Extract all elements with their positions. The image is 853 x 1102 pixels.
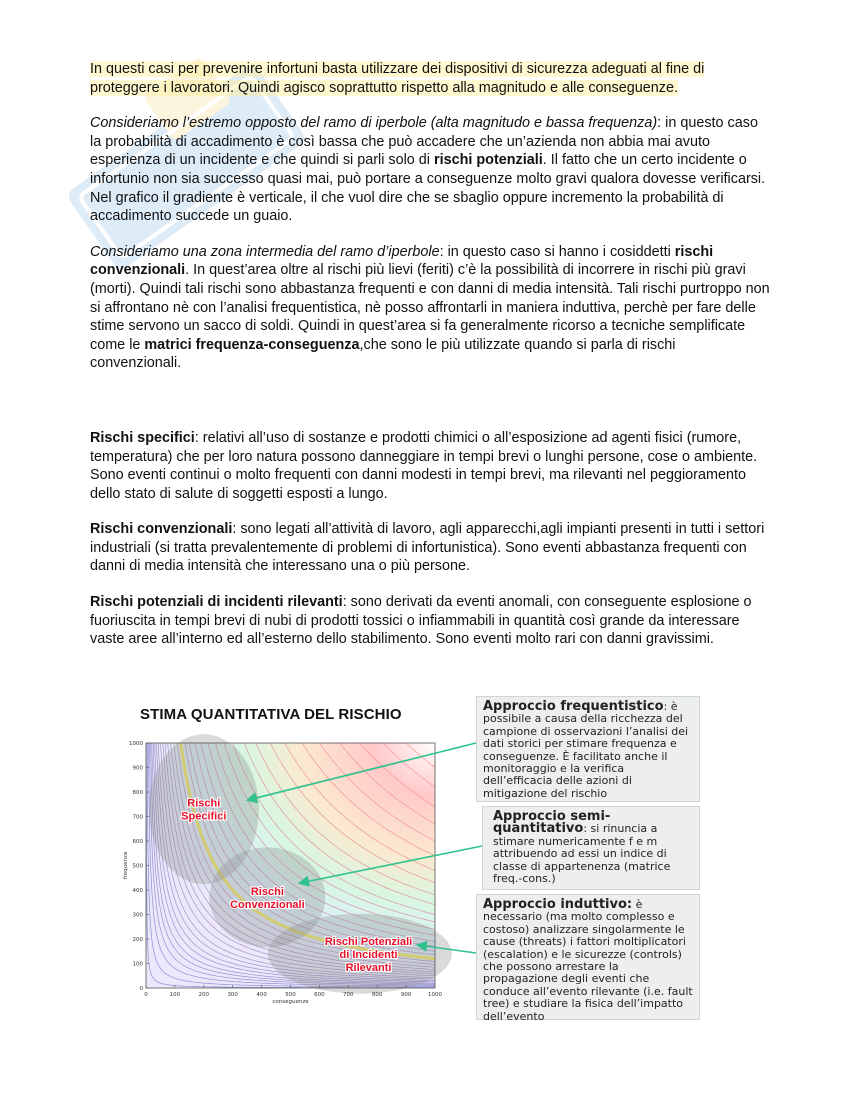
text-run: ,che sono le più utilizzate quando si parla di rischi convenzionali. [90, 336, 676, 372]
italic-phrase: Consideriamo una zona intermedia del ramo d’iperbole [90, 243, 440, 260]
y-tick-label: 600 [132, 839, 143, 845]
text-run: . Il fatto che un certo incidente o infortunio non sia successo quasi mai, può portare a conseguenze molto gravi qualora dovesse verificarsi. Nel grafico il gradiente è verticale, il che vuol dire che se sbaglio oppure incremento la probabilità di accadimento succede un guaio. [90, 152, 766, 225]
callout-text: è necessario (ma molto complesso e costoso) analizzare singolarmente le cause (threats) i fattori moltiplicatori (escalation) e le sicurezze (controls) che possono arrestare la propagazione degli eventi che conduce all’evento rilevante (i.e. fault tree) e studiare la fisica dell’impatto dell’evento [483, 898, 693, 1023]
risk-figure [118, 693, 703, 1023]
y-tick-label: 0 [139, 986, 143, 992]
y-tick-label: 200 [132, 937, 143, 943]
y-tick-label: 500 [132, 863, 143, 870]
paragraph [90, 520, 770, 576]
y-tick-label: 800 [132, 790, 143, 796]
callout-semi-quantitative [482, 806, 700, 890]
text-run: : relativi all’uso di sostanze e prodotti chimici o all’esposizione ad agenti fisici (rumore, temperatura) che per loro natura possono danneggiare in tempi brevi o lunghi persone, cose o ambiente. Sono eventi continui o molto frequenti con danni modesti in tempi brevi, ma rilevanti nel peggioramento dello stato di salute di soggetti esposti a lungo. [90, 429, 758, 502]
x-tick-label: 500 [285, 992, 296, 998]
bold-term: rischi potenziali [434, 152, 543, 169]
label-major-accident-risk-line: di Incidenti [339, 949, 398, 962]
x-tick-label: 800 [371, 992, 383, 998]
paragraph [90, 60, 770, 97]
y-tick-label: 300 [132, 912, 143, 919]
text-run: : sono legati all’attività di lavoro, agli apparecchi,agli impianti presenti in tutti i settori industriali (si tratta prevalentemente di problemi di infortunistica). Sono eventi abbastanza frequenti con danni di media intensità che interessano una o più persone. [90, 521, 765, 575]
label-conventional-risk-line: Rischi [250, 885, 284, 898]
label-major-accident-risk-line: Rischi Potenziali [324, 936, 413, 949]
callout-frequentist [476, 696, 700, 802]
callout-inductive [476, 894, 700, 1023]
chart-title: STIMA QUANTITATIVA DEL RISCHIO [140, 706, 402, 723]
x-tick-label: 100 [169, 992, 181, 998]
x-axis-label: conseguenze [272, 999, 309, 1005]
callout-heading: Approccio semi-quantitativo [493, 809, 611, 837]
y-tick-label: 900 [132, 765, 143, 772]
label-specific-risk-line: Specifici [181, 810, 227, 823]
document-body [90, 60, 770, 666]
y-axis-label: frequenza [123, 851, 129, 880]
label-major-accident-risk-line: Rilevanti [345, 962, 392, 975]
x-tick-label: 300 [227, 992, 238, 998]
bold-term: Rischi convenzionali [90, 521, 233, 538]
paragraph [90, 429, 770, 503]
label-conventional-risk-line: Convenzionali [230, 898, 305, 911]
y-tick-label: 700 [132, 814, 143, 821]
bold-term: matrici frequenza-conseguenza [144, 336, 360, 353]
text-run: : sono derivati da eventi anomali, con conseguente esplosione o fuoriuscita in tempi brevi di nubi di prodotti tossici o infiammabili in quantità così grande da interessare vaste aree all’interno ed all’esterno dello stabilimento. Sono eventi molto rari con danni gravissimi. [90, 594, 752, 648]
y-tick-label: 400 [132, 888, 143, 894]
callout-text: : è possibile a causa della ricchezza del campione di osservazioni l’analisi dei dati storici per stimare frequenza e conseguenze. È facilitato anche il monitoraggio e la verifica dell’efficacia delle azioni di mitigazione del rischio [483, 700, 689, 800]
paragraph [90, 593, 770, 649]
x-tick-label: 700 [343, 992, 354, 998]
label-specific-risk-line: Rischi [187, 797, 221, 810]
bold-term: Rischi specifici [90, 429, 195, 446]
text-run: . In quest’area oltre al rischi più lievi (feriti) c’è la possibilità di incorrere in rischi più gravi (morti). Quindi tali rischi sono abbastanza frequenti e con danni di media intensità. Tali rischi purtroppo non si affrontano nè con l’analisi frequentistica, nè posso affrontarli in maniera induttiva, perchè per fare delle stime servono un sacco di soldi. Quindi in quest’area si fa generalmente ricorso a tecniche semplificate come le [90, 262, 770, 353]
text-run: : in questo caso la probabilità di accadimento è così bassa che può accadere che un’azienda non abbia mai avuto esperienza di un incidente e che quindi si parli solo di [90, 115, 758, 169]
y-tick-label: 100 [132, 961, 143, 968]
callout-text: : si rinuncia a stimare numericamente f e m attribuendo ad essi un indice di classe di appartenenza (matrice freq.-cons.) [493, 822, 671, 886]
callout-heading: Approccio induttivo: [483, 897, 633, 912]
x-tick-label: 0 [144, 992, 148, 998]
paragraph [90, 114, 770, 226]
text-run: : in questo caso si hanno i cosiddetti [439, 243, 675, 260]
italic-phrase: Consideriamo l’estremo opposto del ramo di iperbole (alta magnitudo e bassa frequenza) [90, 115, 658, 132]
x-tick-label: 600 [314, 992, 325, 998]
bold-term: rischi convenzionali [90, 243, 714, 279]
x-tick-label: 400 [256, 992, 267, 998]
x-tick-label: 900 [400, 992, 412, 998]
y-tick-label: 1000 [129, 741, 143, 747]
x-tick-label: 200 [198, 992, 210, 998]
paragraph [90, 243, 770, 373]
text-run: In questi casi per prevenire infortuni basta utilizzare dei dispositivi di sicurezza adeguati al fine di proteggere i lavoratori. Quindi agisco soprattutto rispetto alla magnitudo e alle conseguenze. [90, 61, 705, 96]
x-tick-label: 1000 [428, 992, 442, 998]
bold-term: Rischi potenziali di incidenti rilevanti [90, 594, 343, 611]
callout-heading: Approccio frequentistico [483, 699, 664, 714]
